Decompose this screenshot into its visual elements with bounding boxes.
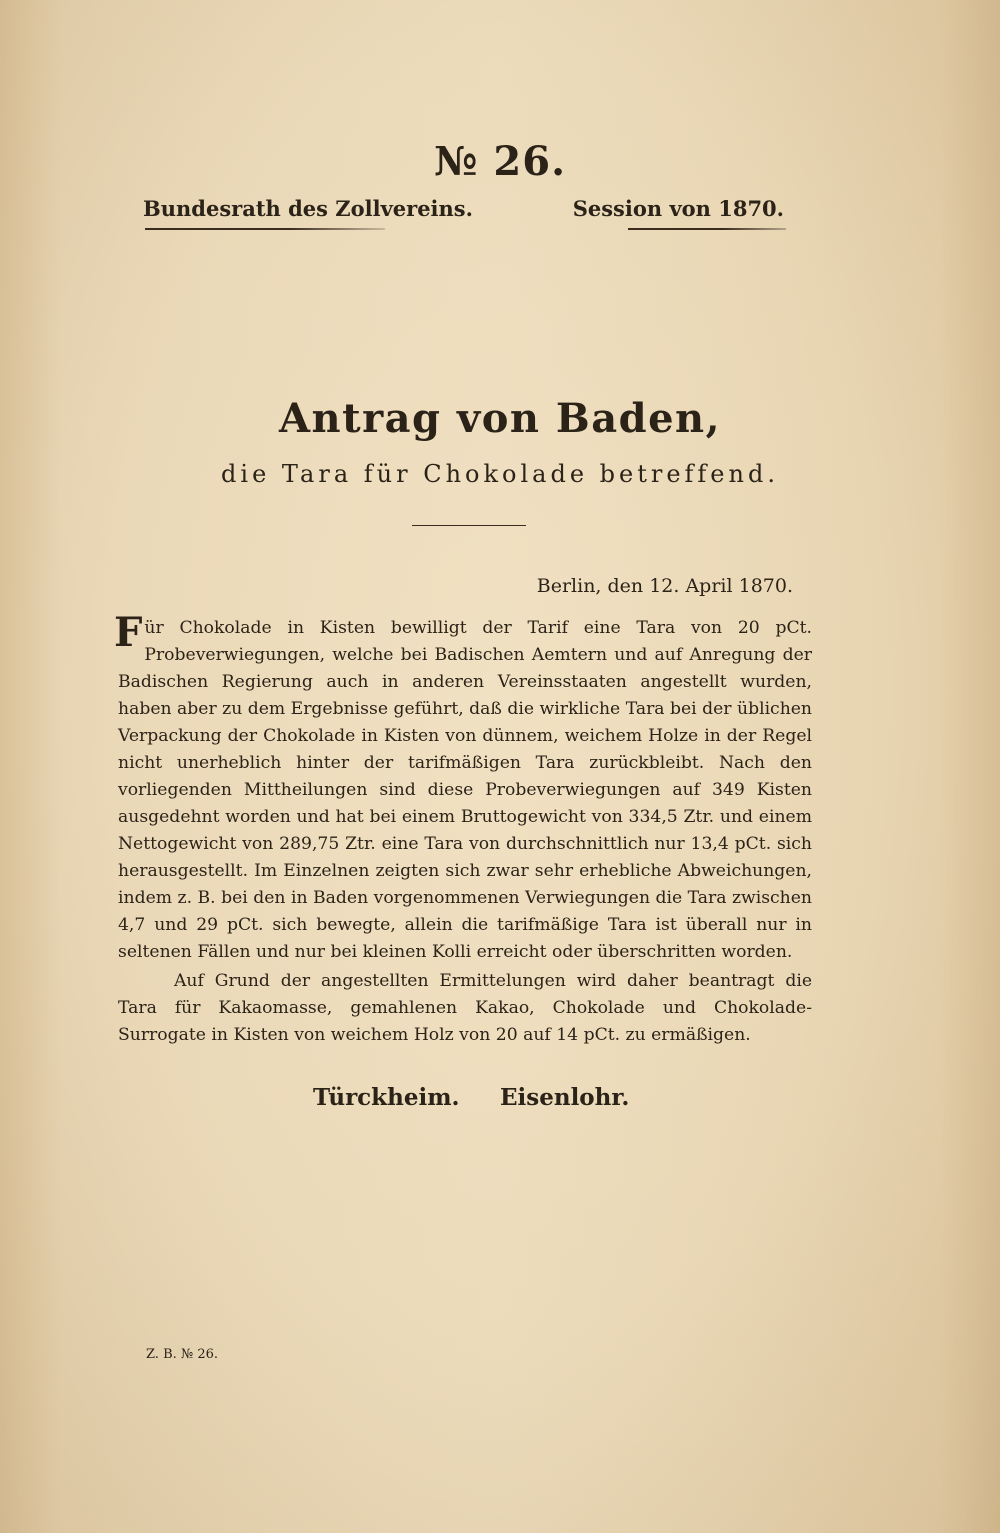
dateline: Berlin, den 12. April 1870. [536,575,793,597]
document-subtitle: die Tara für Chokolade betreffend. [221,460,779,488]
header-body-name: Bundesrath des Zollvereins. [143,196,473,221]
paragraph-1-text: ür Chokolade in Kisten bewilligt der Tarif eine Tara von 20 pCt. Probeverwiegungen, welche bei Badischen Aemtern und auf Anregung der Badischen Regierung auch in anderen Vereinsstaaten angestellt wurden, haben aber zu dem Ergebnisse geführt, daß die wirkliche Tara bei der üblichen Verpackung der Chokolade in Kisten von dünnem, weichem Holze in der Regel nicht unerheblich hinter der tarifmäßigen Tara zurückbleibt. Nach den vorliegenden Mittheilungen sind diese Probeverwiegungen auf 349 Kisten ausgedehnt worden und hat bei einem Bruttogewicht von 334,5 Ztr. und einem Nettogewicht von 289,75 Ztr. eine Tara von durchschnittlich nur 13,4 pCt. sich herausgestellt. Im Einzelnen zeigten sich zwar sehr erhebliche Abweichungen, indem z. B. bei den in Baden vorgenommenen Verwiegungen die Tara zwischen 4,7 und 29 pCt. sich bewegte, allein die tarifmäßige Tara ist überall nur in seltenen Fällen und nur bei kleinen Kolli erreicht oder überschritten worden. [118,618,812,962]
drop-cap: F [114,609,143,656]
header-right-rule [628,228,786,230]
signature-left: Türckheim. [313,1084,460,1111]
footer-reference: Z. B. № 26. [146,1347,218,1362]
header-left-rule [145,228,385,230]
document-title: Antrag von Baden, [278,395,722,442]
title-divider [412,525,526,526]
signature-right: Eisenlohr. [500,1084,630,1111]
paragraph-1 [114,609,812,966]
paragraph-2: Auf Grund der angestellten Ermittelungen wird daher beantragt die Tara für Kakaomasse, gemahlenen Kakao, Chokolade und Chokolade-Surrogate in Kisten von weichem Holz von 20 auf 14 pCt. zu ermäßigen. [118,971,812,1045]
document-number: № 26. [434,138,566,185]
body-text [114,609,812,1049]
header-session: Session von 1870. [572,196,784,221]
